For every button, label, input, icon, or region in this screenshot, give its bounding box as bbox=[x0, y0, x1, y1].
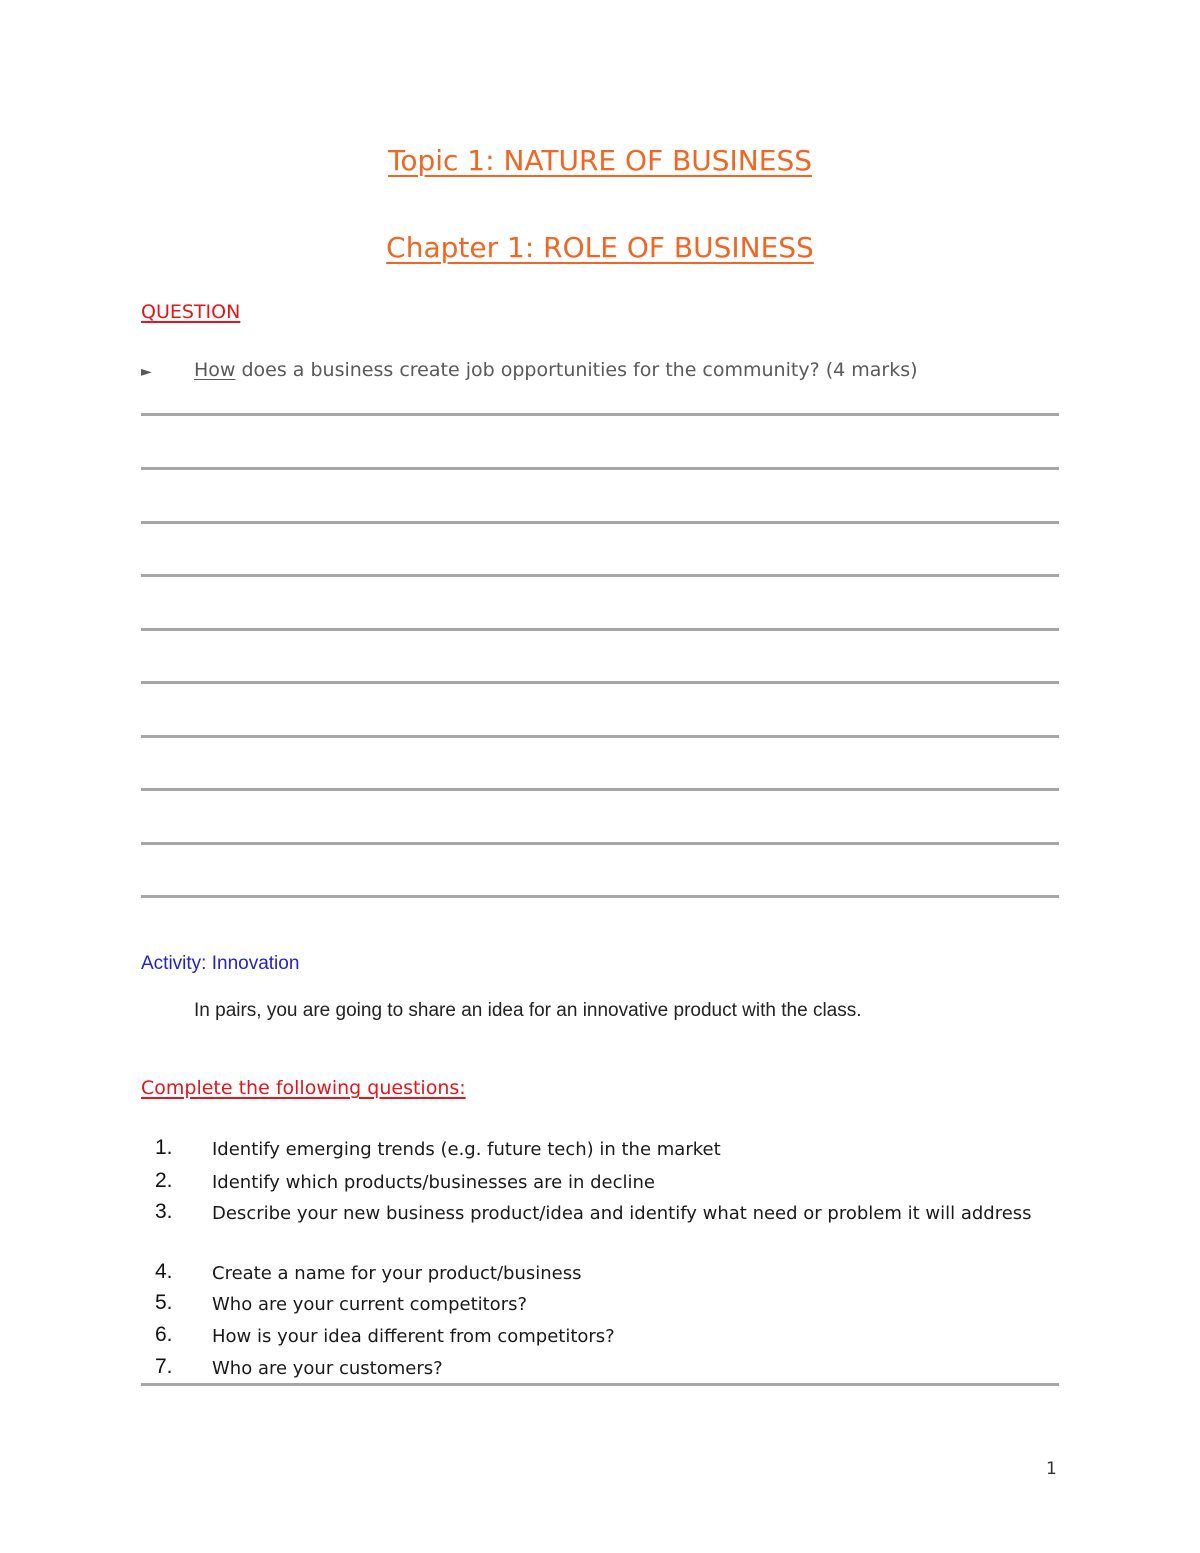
list-text: Identify which products/businesses are in decline bbox=[212, 1172, 655, 1193]
list-number: 3. bbox=[155, 1200, 173, 1223]
list-number: 6. bbox=[155, 1323, 173, 1346]
answer-line[interactable] bbox=[141, 574, 1059, 577]
question-label: QUESTION bbox=[141, 301, 241, 323]
list-number: 5. bbox=[155, 1291, 173, 1314]
question-how-word: How bbox=[194, 359, 236, 381]
activity-title: Activity: Innovation bbox=[141, 953, 300, 974]
chapter-title: Chapter 1: ROLE OF BUSINESS bbox=[386, 231, 814, 264]
arrow-bullet-icon: ► bbox=[141, 364, 152, 380]
list-text: Identify emerging trends (e.g. future tech) in the market bbox=[212, 1139, 721, 1160]
answer-line[interactable] bbox=[141, 788, 1059, 791]
answer-line[interactable] bbox=[141, 1383, 1059, 1386]
list-number: 4. bbox=[155, 1260, 173, 1283]
answer-line[interactable] bbox=[141, 842, 1059, 845]
list-number: 7. bbox=[155, 1355, 173, 1378]
topic-title: Topic 1: NATURE OF BUSINESS bbox=[387, 144, 812, 177]
answer-line[interactable] bbox=[141, 681, 1059, 684]
list-text: Who are your current competitors? bbox=[212, 1294, 528, 1315]
answer-line[interactable] bbox=[141, 895, 1059, 898]
answer-line[interactable] bbox=[141, 467, 1059, 470]
list-text: Who are your customers? bbox=[212, 1358, 443, 1379]
list-number: 2. bbox=[155, 1169, 173, 1192]
question-text: does a business create job opportunities for the community? (4 marks) bbox=[235, 359, 918, 381]
answer-line[interactable] bbox=[141, 521, 1059, 524]
list-number: 1. bbox=[155, 1136, 173, 1159]
list-text: Create a name for your product/business bbox=[212, 1263, 582, 1284]
answer-line[interactable] bbox=[141, 413, 1059, 416]
list-text: How is your idea different from competitors? bbox=[212, 1326, 615, 1347]
list-text: Describe your new business product/idea and identify what need or problem it will address bbox=[212, 1203, 1032, 1224]
activity-text: In pairs, you are going to share an idea for an innovative product with the class. bbox=[194, 1000, 862, 1021]
answer-line[interactable] bbox=[141, 735, 1059, 738]
answer-line[interactable] bbox=[141, 628, 1059, 631]
complete-questions-label: Complete the following questions: bbox=[141, 1077, 466, 1099]
page-number: 1 bbox=[1046, 1459, 1057, 1479]
question-row bbox=[141, 359, 918, 381]
